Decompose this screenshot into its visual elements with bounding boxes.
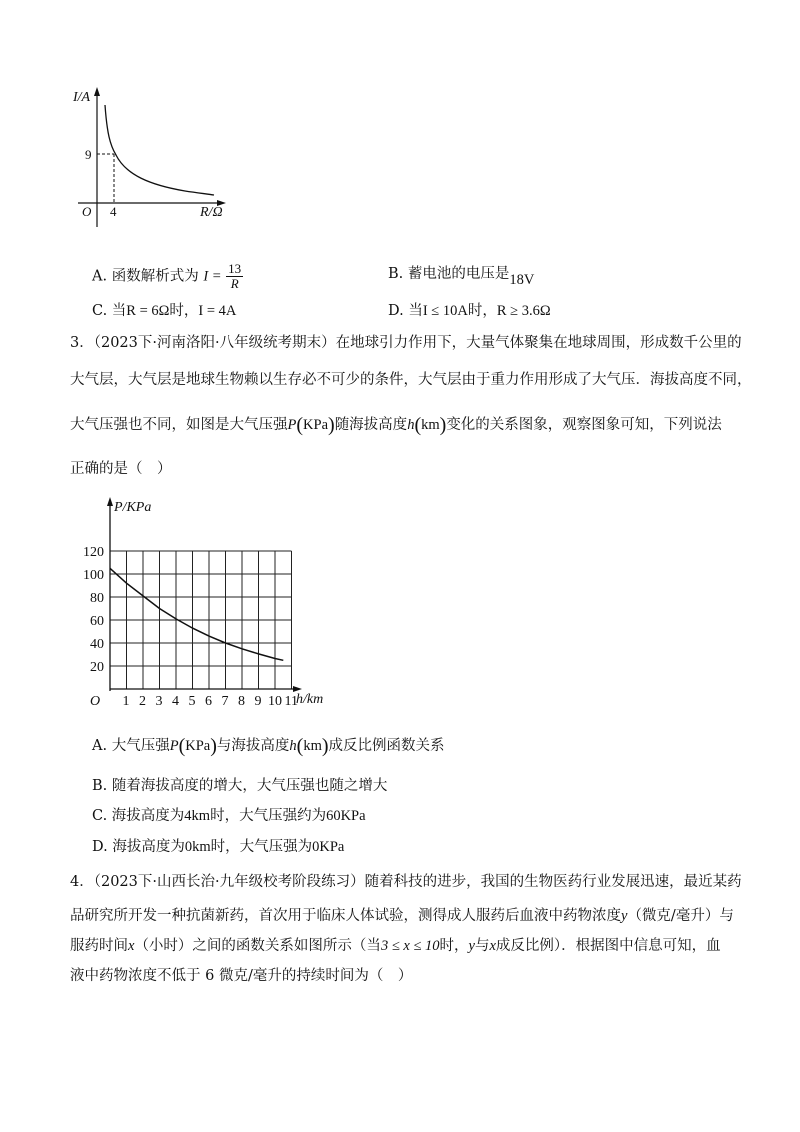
q3-option-d[interactable]: D. 海拔高度为0km时，大气压强为0KPa [92,839,345,855]
y-axis-arrow [107,497,113,506]
y-tick-label: 120 [83,545,104,560]
x-tick-label: 1 [122,694,130,709]
fraction-13-over-r: $\frac{13}{R}$ [228,261,242,291]
q4-line-1: 4．（2023下·山西长治·九年级校考阶段练习）随着科技的进步，我国的生物医药行业发展迅速，最近某药 [70,874,742,890]
q3-option-c[interactable]: C. 海拔高度为4km时，大气压强约为60KPa [92,808,366,824]
origin-label: O [82,204,92,219]
y-tick-label: 40 [90,637,104,652]
y-axis-arrow [94,87,100,96]
y-tick-label: 80 [90,591,104,606]
q3-option-a[interactable]: A. 大气压强P(KPa)与海拔高度h(km)成反比例函数关系 [92,735,445,757]
x-tick-label: 10 [268,694,282,709]
y-mark: 9 [85,147,92,162]
q3-line-4: 正确的是（ ） [70,461,172,477]
x-axis-label: h/km [296,692,324,707]
q2-option-d[interactable]: D. 当I ≤ 10A时，R ≥ 3.6Ω [388,303,551,319]
q2-option-c[interactable]: C. 当R = 6Ω时，I = 4A [92,303,237,319]
x-tick-label: 8 [238,694,245,709]
q4-number: 4． [70,874,94,890]
y-axis-label: P/KPa [114,500,152,515]
x-tick-label: 5 [188,694,196,709]
q3-option-b[interactable]: B. 随着海拔高度的增大，大气压强也随之增大 [92,778,388,794]
y-axis-label: I/A [73,90,91,105]
q2-option-b[interactable]: B. 蓄电池的电压是18V [388,266,535,288]
x-tick-label: 4 [172,694,179,709]
x-tick-label: 7 [221,694,229,709]
inverse-curve [105,105,214,195]
y-tick-label: 20 [90,660,104,675]
q4-line-2: 品研究所开发一种抗菌新药，首次用于临床人体试验，测得成人服药后血液中药物浓度y（微克/毫升）与 [70,908,734,924]
q4-source: （2023下·山西长治·九年级校考阶段练习） [93,874,365,890]
x-tick-label: 2 [139,694,146,709]
q4-line-3: 服药时间x（小时）之间的函数关系如图所示（当3 ≤ x ≤ 10时，y与x成反比例）．根据图中信息可知，血 [70,938,721,954]
x-tick-label: 11 [284,694,298,709]
q3-line-1: 3．（2023下·河南洛阳·八年级统考期末）在地球引力作用下，大量气体聚集在地球周围，形成数千公里的 [70,335,742,351]
origin-label: O [90,694,101,709]
figure-current-resistance [70,85,240,235]
q3-source: （2023下·河南洛阳·八年级统考期末） [93,335,336,351]
q2-option-a[interactable]: A. 函数解析式为 I = $\frac{13}{R}$ [92,261,242,291]
figure-pressure-altitude [70,495,350,710]
y-tick-label: 100 [83,568,104,583]
x-tick-label: 3 [155,694,163,709]
q3-number: 3． [70,335,94,351]
pressure-curve [110,568,283,660]
x-mark: 4 [110,204,117,219]
q4-line-4: 液中药物浓度不低于 6 微克/毫升的持续时间为（ ） [70,968,413,984]
q3-line-3: 大气压强也不同，如图是大气压强P(KPa)随海拔高度h(km)变化的关系图象，观察图象可知，下列说法 [70,414,722,436]
y-tick-label: 60 [90,614,104,629]
x-tick-label: 9 [254,694,262,709]
q3-line-2: 大气层，大气层是地球生物赖以生存必不可少的条件，大气层由于重力作用形成了大气压．海拔高度不同， [70,372,752,388]
x-axis-label: R/Ω [200,205,223,220]
x-tick-label: 6 [205,694,212,709]
